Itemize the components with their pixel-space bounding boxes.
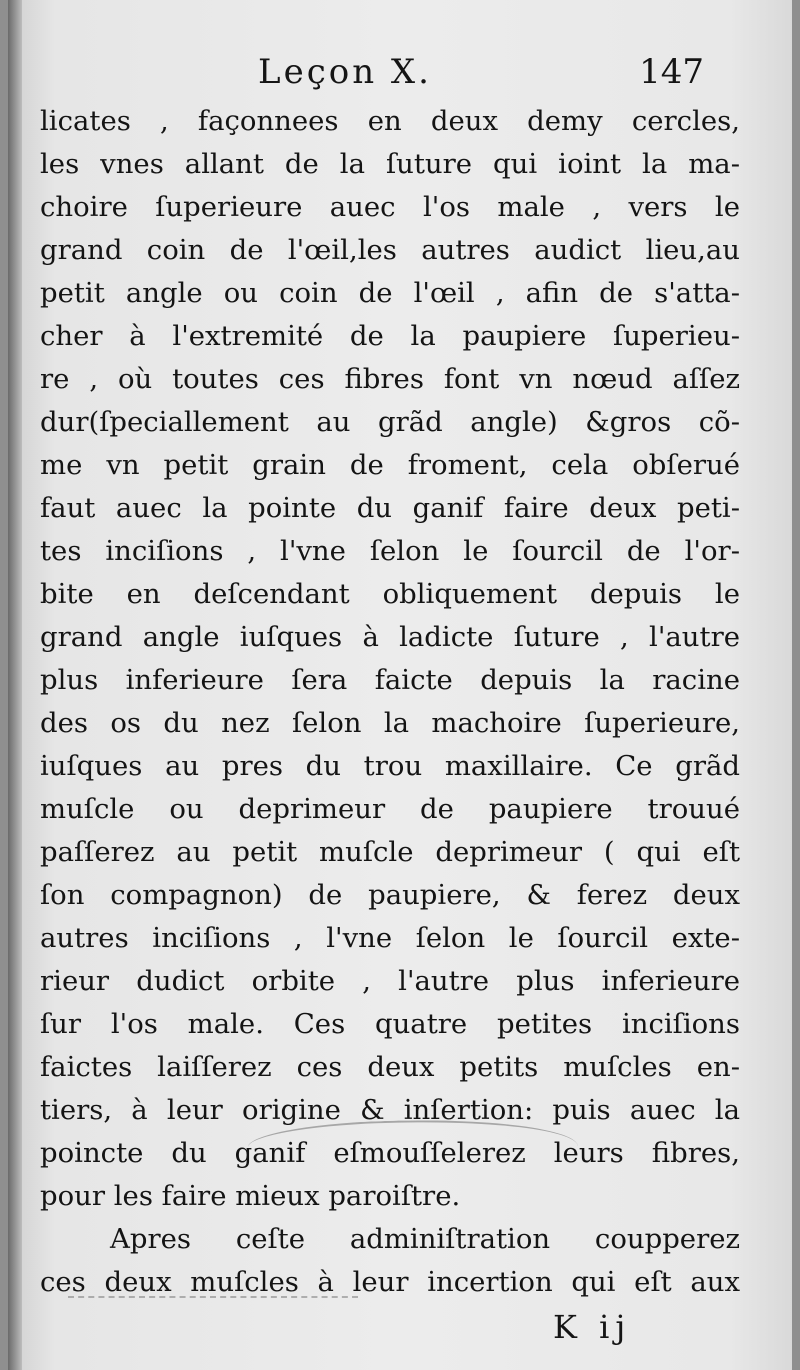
text-line: dur(ſpeciallement au grãd angle) &gros cõ- bbox=[40, 406, 740, 438]
running-head: Leçon X. bbox=[258, 52, 432, 92]
text-line: ſur l'os male. Ces quatre petites inciſions bbox=[40, 1008, 740, 1040]
signature-mark: K ij bbox=[553, 1308, 632, 1346]
text-line: tes inciſions , l'vne ſelon le ſourcil de l'or- bbox=[40, 535, 740, 567]
text-line: me vn petit grain de froment, cela obſerué bbox=[40, 449, 740, 481]
text-line: autres inciſions , l'vne ſelon le ſourcil exte- bbox=[40, 922, 740, 954]
text-line: ſon compagnon) de paupiere, & ferez deux bbox=[40, 879, 740, 911]
text-line: faictes laiſſerez ces deux petits muſcles en- bbox=[40, 1051, 740, 1083]
text-line: choire ſuperieure auec l'os male , vers le bbox=[40, 191, 740, 223]
text-line: plus inferieure ſera faicte depuis la racine bbox=[40, 664, 740, 696]
text-line: poincte du ganif eſmouſſelerez leurs fibres, bbox=[40, 1137, 740, 1169]
text-line: grand coin de l'œil,les autres audict lieu,au bbox=[40, 234, 740, 266]
text-line: cher à l'extremité de la paupiere ſuperieu- bbox=[40, 320, 740, 352]
bleed-through-marks bbox=[68, 1296, 358, 1300]
text-line: des os du nez ſelon la machoire ſuperieure, bbox=[40, 707, 740, 739]
text-line: faut auec la pointe du ganif faire deux peti- bbox=[40, 492, 740, 524]
page-binding-shadow bbox=[8, 0, 22, 1370]
text-line: tiers, à leur origine & inſertion: puis auec la bbox=[40, 1094, 740, 1126]
text-line: rieur dudict orbite , l'autre plus inferieure bbox=[40, 965, 740, 997]
text-line: grand angle iuſques à ladicte ſuture , l'autre bbox=[40, 621, 740, 653]
text-line: paſſerez au petit muſcle deprimeur ( qui eſt bbox=[40, 836, 740, 868]
text-line: bite en deſcendant obliquement depuis le bbox=[40, 578, 740, 610]
book-page bbox=[8, 0, 792, 1370]
paragraph-start-line: Apres ceſte adminiſtration coupperez bbox=[110, 1223, 740, 1255]
text-line: muſcle ou deprimeur de paupiere trouué bbox=[40, 793, 740, 825]
text-line: petit angle ou coin de l'œil , afin de s'atta- bbox=[40, 277, 740, 309]
text-line: licates , façonnees en deux demy cercles, bbox=[40, 105, 740, 137]
text-line: iuſques au pres du trou maxillaire. Ce grãd bbox=[40, 750, 740, 782]
text-line: ces deux muſcles à leur incertion qui eſt aux bbox=[40, 1266, 740, 1298]
text-line: pour les faire mieux paroiſtre. bbox=[40, 1180, 461, 1212]
text-line: re , où toutes ces fibres font vn nœud aſſez bbox=[40, 363, 740, 395]
text-line: les vnes allant de la ſuture qui ioint la ma- bbox=[40, 148, 740, 180]
page-number: 147 bbox=[639, 52, 704, 92]
